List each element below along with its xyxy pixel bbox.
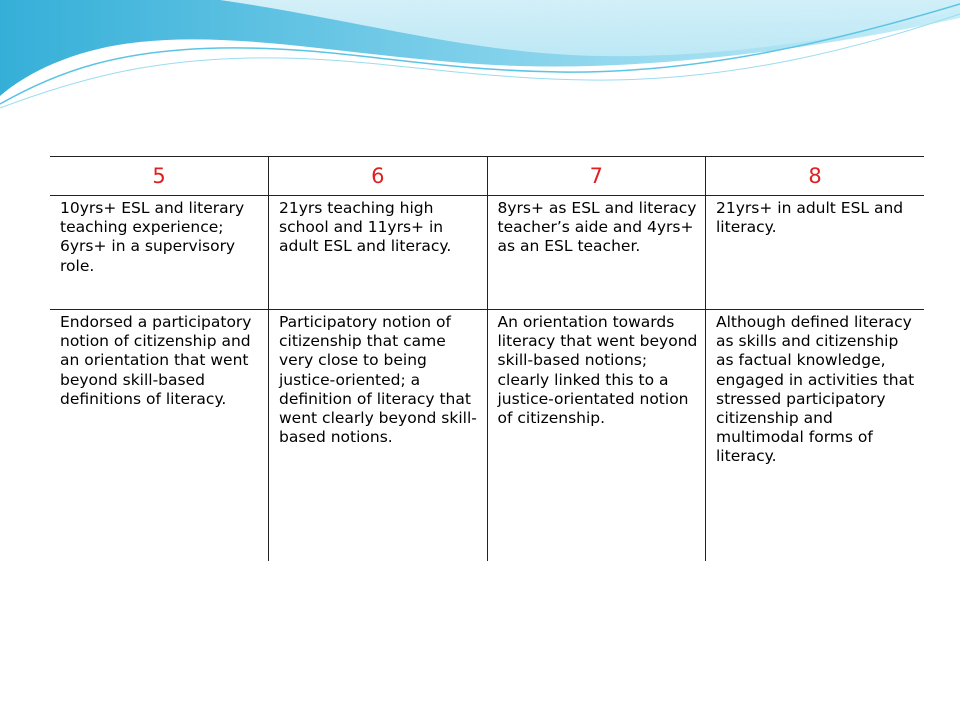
comparison-table-container	[50, 156, 924, 561]
comparison-table	[50, 156, 924, 561]
table-cell: Endorsed a participatory notion of citizenship and an orientation that went beyond skill-based definitions of literacy.	[60, 313, 252, 408]
table-cell: Participatory notion of citizenship that came very close to being justice-oriented; a definition of literacy that went clearly beyond skill-based notions.	[269, 310, 488, 562]
header-row	[50, 157, 924, 196]
table-cell: 10yrs+ ESL and literary teaching experience; 6yrs+ in a supervisory role.	[50, 196, 269, 310]
table-row-views	[50, 310, 924, 562]
table-row-experience	[50, 196, 924, 310]
table-cell: Although defined literacy as skills and citizenship as factual knowledge, engaged in activities that stressed participatory citizenship and multimodal forms of literacy.	[706, 310, 925, 562]
column-header: 8	[706, 157, 925, 196]
column-header: 7	[487, 157, 706, 196]
column-header: 5	[50, 157, 269, 196]
table-cell: 21yrs teaching high school and 11yrs+ in adult ESL and literacy.	[269, 196, 488, 310]
table-cell: 21yrs+ in adult ESL and literacy.	[706, 196, 925, 310]
table-cell: An orientation towards literacy that went beyond skill-based notions; clearly linked this to a justice-orientated notion of citizenship.	[487, 310, 706, 562]
wave-banner-decoration	[0, 0, 960, 120]
table-cell: 8yrs+ as ESL and literacy teacher’s aide and 4yrs+ as an ESL teacher.	[487, 196, 706, 310]
column-header: 6	[269, 157, 488, 196]
